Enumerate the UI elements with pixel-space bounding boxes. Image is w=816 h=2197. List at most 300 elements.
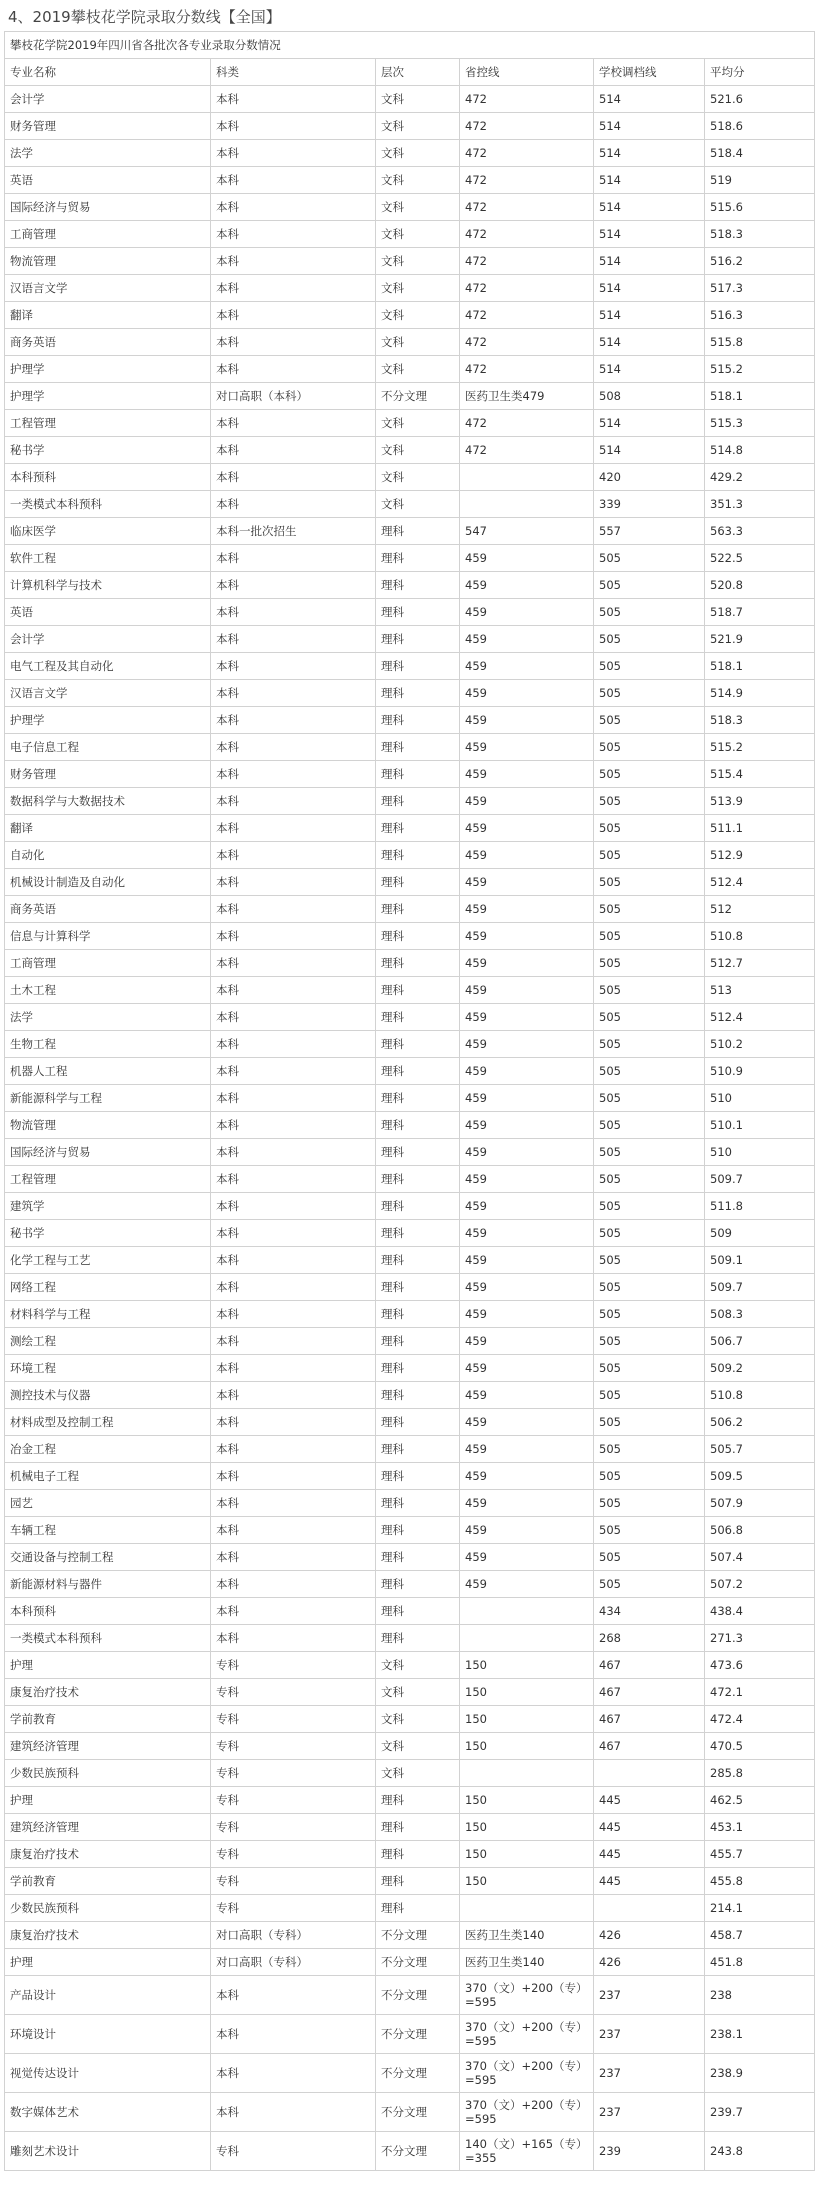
table-title-row bbox=[5, 32, 815, 59]
header-school-line: 学校调档线 bbox=[594, 59, 705, 86]
level-cell: 理科 bbox=[376, 761, 460, 788]
level-cell: 文科 bbox=[376, 329, 460, 356]
average-cell: 521.9 bbox=[705, 626, 815, 653]
category-cell: 专科 bbox=[211, 1841, 376, 1868]
table-row bbox=[5, 545, 815, 572]
major-cell: 测控技术与仪器 bbox=[5, 1382, 211, 1409]
school-line-cell: 426 bbox=[594, 1949, 705, 1976]
table-row bbox=[5, 707, 815, 734]
level-cell: 文科 bbox=[376, 1760, 460, 1787]
school-line-cell: 237 bbox=[594, 2054, 705, 2093]
provincial-line-cell: 459 bbox=[460, 653, 594, 680]
category-cell: 本科 bbox=[211, 1571, 376, 1598]
level-cell: 文科 bbox=[376, 86, 460, 113]
category-cell: 专科 bbox=[211, 1733, 376, 1760]
average-cell: 509.7 bbox=[705, 1166, 815, 1193]
table-row bbox=[5, 518, 815, 545]
provincial-line-cell: 459 bbox=[460, 1139, 594, 1166]
provincial-line-cell: 370（文）+200（专）=595 bbox=[460, 2054, 594, 2093]
major-cell: 财务管理 bbox=[5, 761, 211, 788]
category-cell: 本科 bbox=[211, 1436, 376, 1463]
category-cell: 本科 bbox=[211, 464, 376, 491]
header-average: 平均分 bbox=[705, 59, 815, 86]
provincial-line-cell: 150 bbox=[460, 1787, 594, 1814]
average-cell: 429.2 bbox=[705, 464, 815, 491]
table-row bbox=[5, 842, 815, 869]
category-cell: 专科 bbox=[211, 2132, 376, 2171]
major-cell: 法学 bbox=[5, 1004, 211, 1031]
provincial-line-cell: 459 bbox=[460, 734, 594, 761]
school-line-cell: 505 bbox=[594, 1058, 705, 1085]
table-row bbox=[5, 1652, 815, 1679]
category-cell: 本科 bbox=[211, 1409, 376, 1436]
table-row bbox=[5, 1760, 815, 1787]
level-cell: 不分文理 bbox=[376, 1976, 460, 2015]
average-cell: 285.8 bbox=[705, 1760, 815, 1787]
table-row bbox=[5, 680, 815, 707]
level-cell: 文科 bbox=[376, 275, 460, 302]
school-line-cell: 505 bbox=[594, 977, 705, 1004]
school-line-cell: 467 bbox=[594, 1679, 705, 1706]
provincial-line-cell: 459 bbox=[460, 896, 594, 923]
category-cell: 本科 bbox=[211, 275, 376, 302]
average-cell: 238.9 bbox=[705, 2054, 815, 2093]
level-cell: 理科 bbox=[376, 1490, 460, 1517]
table-title: 攀枝花学院2019年四川省各批次各专业录取分数情况 bbox=[5, 32, 815, 59]
major-cell: 建筑经济管理 bbox=[5, 1814, 211, 1841]
level-cell: 理科 bbox=[376, 815, 460, 842]
average-cell: 507.9 bbox=[705, 1490, 815, 1517]
major-cell: 机械电子工程 bbox=[5, 1463, 211, 1490]
level-cell: 理科 bbox=[376, 1841, 460, 1868]
school-line-cell bbox=[594, 1760, 705, 1787]
school-line-cell: 514 bbox=[594, 248, 705, 275]
table-row bbox=[5, 1112, 815, 1139]
provincial-line-cell: 547 bbox=[460, 518, 594, 545]
provincial-line-cell: 459 bbox=[460, 1409, 594, 1436]
provincial-line-cell: 370（文）+200（专）=595 bbox=[460, 1976, 594, 2015]
category-cell: 本科 bbox=[211, 1517, 376, 1544]
provincial-line-cell: 459 bbox=[460, 1193, 594, 1220]
level-cell: 理科 bbox=[376, 842, 460, 869]
category-cell: 本科 bbox=[211, 545, 376, 572]
provincial-line-cell: 459 bbox=[460, 545, 594, 572]
level-cell: 理科 bbox=[376, 1112, 460, 1139]
school-line-cell: 514 bbox=[594, 113, 705, 140]
major-cell: 电子信息工程 bbox=[5, 734, 211, 761]
average-cell: 514.9 bbox=[705, 680, 815, 707]
school-line-cell: 505 bbox=[594, 626, 705, 653]
school-line-cell: 467 bbox=[594, 1733, 705, 1760]
average-cell: 518.4 bbox=[705, 140, 815, 167]
category-cell: 本科 bbox=[211, 815, 376, 842]
category-cell: 本科 bbox=[211, 707, 376, 734]
level-cell: 理科 bbox=[376, 1544, 460, 1571]
level-cell: 理科 bbox=[376, 1193, 460, 1220]
average-cell: 473.6 bbox=[705, 1652, 815, 1679]
school-line-cell: 426 bbox=[594, 1922, 705, 1949]
table-row bbox=[5, 734, 815, 761]
provincial-line-cell: 医药卫生类140 bbox=[460, 1949, 594, 1976]
category-cell: 本科 bbox=[211, 167, 376, 194]
average-cell: 506.8 bbox=[705, 1517, 815, 1544]
major-cell: 康复治疗技术 bbox=[5, 1922, 211, 1949]
major-cell: 化学工程与工艺 bbox=[5, 1247, 211, 1274]
major-cell: 视觉传达设计 bbox=[5, 2054, 211, 2093]
average-cell: 518.3 bbox=[705, 707, 815, 734]
table-row bbox=[5, 1166, 815, 1193]
table-row bbox=[5, 626, 815, 653]
provincial-line-cell: 459 bbox=[460, 1031, 594, 1058]
major-cell: 园艺 bbox=[5, 1490, 211, 1517]
school-line-cell: 505 bbox=[594, 1328, 705, 1355]
table-row bbox=[5, 2054, 815, 2093]
major-cell: 翻译 bbox=[5, 302, 211, 329]
provincial-line-cell: 472 bbox=[460, 167, 594, 194]
table-row bbox=[5, 1976, 815, 2015]
average-cell: 521.6 bbox=[705, 86, 815, 113]
table-row bbox=[5, 437, 815, 464]
average-cell: 519 bbox=[705, 167, 815, 194]
level-cell: 文科 bbox=[376, 1652, 460, 1679]
provincial-line-cell: 150 bbox=[460, 1868, 594, 1895]
average-cell: 455.7 bbox=[705, 1841, 815, 1868]
average-cell: 509.5 bbox=[705, 1463, 815, 1490]
major-cell: 会计学 bbox=[5, 626, 211, 653]
table-row bbox=[5, 1409, 815, 1436]
table-row bbox=[5, 1193, 815, 1220]
level-cell: 不分文理 bbox=[376, 383, 460, 410]
category-cell: 本科 bbox=[211, 1031, 376, 1058]
major-cell: 法学 bbox=[5, 140, 211, 167]
category-cell: 本科 bbox=[211, 140, 376, 167]
level-cell: 文科 bbox=[376, 194, 460, 221]
major-cell: 新能源材料与器件 bbox=[5, 1571, 211, 1598]
provincial-line-cell: 459 bbox=[460, 815, 594, 842]
provincial-line-cell: 459 bbox=[460, 626, 594, 653]
school-line-cell: 505 bbox=[594, 1031, 705, 1058]
table-row bbox=[5, 221, 815, 248]
category-cell: 专科 bbox=[211, 1679, 376, 1706]
category-cell: 本科 bbox=[211, 1247, 376, 1274]
school-line-cell: 445 bbox=[594, 1841, 705, 1868]
school-line-cell: 505 bbox=[594, 1139, 705, 1166]
major-cell: 秘书学 bbox=[5, 1220, 211, 1247]
level-cell: 理科 bbox=[376, 1220, 460, 1247]
table-row bbox=[5, 950, 815, 977]
category-cell: 本科 bbox=[211, 869, 376, 896]
table-row bbox=[5, 2093, 815, 2132]
category-cell: 本科 bbox=[211, 410, 376, 437]
table-row bbox=[5, 1814, 815, 1841]
provincial-line-cell: 459 bbox=[460, 599, 594, 626]
level-cell: 理科 bbox=[376, 1868, 460, 1895]
provincial-line-cell: 150 bbox=[460, 1679, 594, 1706]
table-row bbox=[5, 1544, 815, 1571]
level-cell: 理科 bbox=[376, 896, 460, 923]
school-line-cell: 505 bbox=[594, 1436, 705, 1463]
provincial-line-cell: 459 bbox=[460, 1004, 594, 1031]
average-cell: 239.7 bbox=[705, 2093, 815, 2132]
average-cell: 243.8 bbox=[705, 2132, 815, 2171]
major-cell: 交通设备与控制工程 bbox=[5, 1544, 211, 1571]
major-cell: 一类模式本科预科 bbox=[5, 491, 211, 518]
school-line-cell: 514 bbox=[594, 194, 705, 221]
average-cell: 514.8 bbox=[705, 437, 815, 464]
school-line-cell: 268 bbox=[594, 1625, 705, 1652]
average-cell: 462.5 bbox=[705, 1787, 815, 1814]
school-line-cell: 467 bbox=[594, 1706, 705, 1733]
category-cell: 对口高职（专科） bbox=[211, 1922, 376, 1949]
provincial-line-cell: 472 bbox=[460, 194, 594, 221]
school-line-cell: 514 bbox=[594, 302, 705, 329]
provincial-line-cell: 472 bbox=[460, 329, 594, 356]
average-cell: 453.1 bbox=[705, 1814, 815, 1841]
school-line-cell: 505 bbox=[594, 1112, 705, 1139]
level-cell: 文科 bbox=[376, 464, 460, 491]
provincial-line-cell: 459 bbox=[460, 1571, 594, 1598]
major-cell: 临床医学 bbox=[5, 518, 211, 545]
category-cell: 本科 bbox=[211, 842, 376, 869]
provincial-line-cell: 459 bbox=[460, 869, 594, 896]
table-row bbox=[5, 572, 815, 599]
major-cell: 软件工程 bbox=[5, 545, 211, 572]
provincial-line-cell: 医药卫生类140 bbox=[460, 1922, 594, 1949]
school-line-cell: 505 bbox=[594, 1301, 705, 1328]
school-line-cell: 508 bbox=[594, 383, 705, 410]
table-row bbox=[5, 302, 815, 329]
table-row bbox=[5, 761, 815, 788]
average-cell: 515.2 bbox=[705, 356, 815, 383]
table-row bbox=[5, 896, 815, 923]
category-cell: 本科 bbox=[211, 2093, 376, 2132]
average-cell: 470.5 bbox=[705, 1733, 815, 1760]
admission-score-table bbox=[4, 31, 815, 2171]
category-cell: 本科 bbox=[211, 680, 376, 707]
average-cell: 518.1 bbox=[705, 383, 815, 410]
major-cell: 护理 bbox=[5, 1787, 211, 1814]
provincial-line-cell: 459 bbox=[460, 788, 594, 815]
major-cell: 会计学 bbox=[5, 86, 211, 113]
school-line-cell: 467 bbox=[594, 1652, 705, 1679]
provincial-line-cell: 医药卫生类479 bbox=[460, 383, 594, 410]
category-cell: 本科 bbox=[211, 113, 376, 140]
major-cell: 翻译 bbox=[5, 815, 211, 842]
category-cell: 本科 bbox=[211, 86, 376, 113]
level-cell: 文科 bbox=[376, 1706, 460, 1733]
level-cell: 理科 bbox=[376, 977, 460, 1004]
major-cell: 汉语言文学 bbox=[5, 275, 211, 302]
table-row bbox=[5, 1355, 815, 1382]
school-line-cell: 505 bbox=[594, 1544, 705, 1571]
school-line-cell: 237 bbox=[594, 2093, 705, 2132]
average-cell: 522.5 bbox=[705, 545, 815, 572]
level-cell: 不分文理 bbox=[376, 1922, 460, 1949]
average-cell: 458.7 bbox=[705, 1922, 815, 1949]
provincial-line-cell: 150 bbox=[460, 1706, 594, 1733]
level-cell: 理科 bbox=[376, 1328, 460, 1355]
level-cell: 文科 bbox=[376, 167, 460, 194]
major-cell: 少数民族预科 bbox=[5, 1760, 211, 1787]
average-cell: 472.4 bbox=[705, 1706, 815, 1733]
provincial-line-cell: 370（文）+200（专）=595 bbox=[460, 2015, 594, 2054]
category-cell: 本科 bbox=[211, 1598, 376, 1625]
table-row bbox=[5, 491, 815, 518]
major-cell: 护理学 bbox=[5, 356, 211, 383]
table-row bbox=[5, 167, 815, 194]
category-cell: 本科 bbox=[211, 1139, 376, 1166]
table-row bbox=[5, 140, 815, 167]
major-cell: 信息与计算科学 bbox=[5, 923, 211, 950]
category-cell: 本科 bbox=[211, 2015, 376, 2054]
provincial-line-cell: 150 bbox=[460, 1814, 594, 1841]
table-row bbox=[5, 1139, 815, 1166]
major-cell: 机械设计制造及自动化 bbox=[5, 869, 211, 896]
school-line-cell: 505 bbox=[594, 734, 705, 761]
school-line-cell: 505 bbox=[594, 572, 705, 599]
level-cell: 不分文理 bbox=[376, 2093, 460, 2132]
average-cell: 513.9 bbox=[705, 788, 815, 815]
category-cell: 对口高职（本科） bbox=[211, 383, 376, 410]
provincial-line-cell: 459 bbox=[460, 572, 594, 599]
provincial-line-cell: 459 bbox=[460, 707, 594, 734]
school-line-cell: 237 bbox=[594, 1976, 705, 2015]
average-cell: 509.2 bbox=[705, 1355, 815, 1382]
level-cell: 理科 bbox=[376, 518, 460, 545]
level-cell: 理科 bbox=[376, 1031, 460, 1058]
provincial-line-cell: 459 bbox=[460, 1301, 594, 1328]
major-cell: 产品设计 bbox=[5, 1976, 211, 2015]
category-cell: 本科 bbox=[211, 896, 376, 923]
provincial-line-cell: 459 bbox=[460, 1085, 594, 1112]
average-cell: 510.8 bbox=[705, 923, 815, 950]
provincial-line-cell: 370（文）+200（专）=595 bbox=[460, 2093, 594, 2132]
level-cell: 不分文理 bbox=[376, 2015, 460, 2054]
average-cell: 515.6 bbox=[705, 194, 815, 221]
table-row bbox=[5, 1247, 815, 1274]
level-cell: 不分文理 bbox=[376, 1949, 460, 1976]
table-row bbox=[5, 815, 815, 842]
average-cell: 515.8 bbox=[705, 329, 815, 356]
average-cell: 518.1 bbox=[705, 653, 815, 680]
category-cell: 本科 bbox=[211, 1301, 376, 1328]
category-cell: 本科 bbox=[211, 356, 376, 383]
category-cell: 本科 bbox=[211, 1463, 376, 1490]
table-row bbox=[5, 1679, 815, 1706]
category-cell: 本科 bbox=[211, 491, 376, 518]
provincial-line-cell: 150 bbox=[460, 1841, 594, 1868]
school-line-cell: 505 bbox=[594, 761, 705, 788]
average-cell: 351.3 bbox=[705, 491, 815, 518]
category-cell: 本科 bbox=[211, 1193, 376, 1220]
provincial-line-cell: 459 bbox=[460, 1220, 594, 1247]
major-cell: 学前教育 bbox=[5, 1706, 211, 1733]
provincial-line-cell: 459 bbox=[460, 1355, 594, 1382]
category-cell: 本科 bbox=[211, 599, 376, 626]
table-row bbox=[5, 2132, 815, 2171]
average-cell: 515.4 bbox=[705, 761, 815, 788]
provincial-line-cell: 459 bbox=[460, 1328, 594, 1355]
school-line-cell: 505 bbox=[594, 1571, 705, 1598]
level-cell: 理科 bbox=[376, 1247, 460, 1274]
major-cell: 雕刻艺术设计 bbox=[5, 2132, 211, 2171]
major-cell: 康复治疗技术 bbox=[5, 1841, 211, 1868]
level-cell: 不分文理 bbox=[376, 2054, 460, 2093]
major-cell: 电气工程及其自动化 bbox=[5, 653, 211, 680]
level-cell: 理科 bbox=[376, 1382, 460, 1409]
table-row bbox=[5, 2015, 815, 2054]
average-cell: 512.4 bbox=[705, 1004, 815, 1031]
category-cell: 本科 bbox=[211, 1220, 376, 1247]
major-cell: 车辆工程 bbox=[5, 1517, 211, 1544]
table-row bbox=[5, 86, 815, 113]
level-cell: 理科 bbox=[376, 923, 460, 950]
average-cell: 509.7 bbox=[705, 1274, 815, 1301]
average-cell: 518.3 bbox=[705, 221, 815, 248]
provincial-line-cell: 472 bbox=[460, 86, 594, 113]
major-cell: 国际经济与贸易 bbox=[5, 194, 211, 221]
major-cell: 材料成型及控制工程 bbox=[5, 1409, 211, 1436]
table-row bbox=[5, 1787, 815, 1814]
major-cell: 生物工程 bbox=[5, 1031, 211, 1058]
school-line-cell bbox=[594, 1895, 705, 1922]
category-cell: 本科 bbox=[211, 302, 376, 329]
category-cell: 本科 bbox=[211, 194, 376, 221]
table-row bbox=[5, 1571, 815, 1598]
school-line-cell: 514 bbox=[594, 221, 705, 248]
provincial-line-cell: 459 bbox=[460, 761, 594, 788]
major-cell: 建筑学 bbox=[5, 1193, 211, 1220]
major-cell: 物流管理 bbox=[5, 1112, 211, 1139]
school-line-cell: 505 bbox=[594, 1220, 705, 1247]
provincial-line-cell: 459 bbox=[460, 1490, 594, 1517]
category-cell: 本科 bbox=[211, 788, 376, 815]
provincial-line-cell: 459 bbox=[460, 680, 594, 707]
major-cell: 学前教育 bbox=[5, 1868, 211, 1895]
table-row bbox=[5, 1436, 815, 1463]
level-cell: 理科 bbox=[376, 1598, 460, 1625]
level-cell: 理科 bbox=[376, 869, 460, 896]
school-line-cell: 505 bbox=[594, 842, 705, 869]
provincial-line-cell: 459 bbox=[460, 1544, 594, 1571]
school-line-cell: 505 bbox=[594, 788, 705, 815]
average-cell: 515.2 bbox=[705, 734, 815, 761]
level-cell: 文科 bbox=[376, 437, 460, 464]
level-cell: 理科 bbox=[376, 1004, 460, 1031]
table-row bbox=[5, 599, 815, 626]
provincial-line-cell: 472 bbox=[460, 410, 594, 437]
average-cell: 438.4 bbox=[705, 1598, 815, 1625]
level-cell: 理科 bbox=[376, 788, 460, 815]
level-cell: 理科 bbox=[376, 626, 460, 653]
school-line-cell: 445 bbox=[594, 1868, 705, 1895]
major-cell: 材料科学与工程 bbox=[5, 1301, 211, 1328]
school-line-cell: 505 bbox=[594, 1463, 705, 1490]
level-cell: 理科 bbox=[376, 1301, 460, 1328]
major-cell: 本科预科 bbox=[5, 1598, 211, 1625]
major-cell: 测绘工程 bbox=[5, 1328, 211, 1355]
provincial-line-cell: 459 bbox=[460, 1112, 594, 1139]
provincial-line-cell: 459 bbox=[460, 1382, 594, 1409]
provincial-line-cell: 459 bbox=[460, 1166, 594, 1193]
level-cell: 文科 bbox=[376, 491, 460, 518]
major-cell: 冶金工程 bbox=[5, 1436, 211, 1463]
school-line-cell: 505 bbox=[594, 1409, 705, 1436]
category-cell: 本科一批次招生 bbox=[211, 518, 376, 545]
category-cell: 本科 bbox=[211, 1382, 376, 1409]
major-cell: 土木工程 bbox=[5, 977, 211, 1004]
category-cell: 本科 bbox=[211, 626, 376, 653]
